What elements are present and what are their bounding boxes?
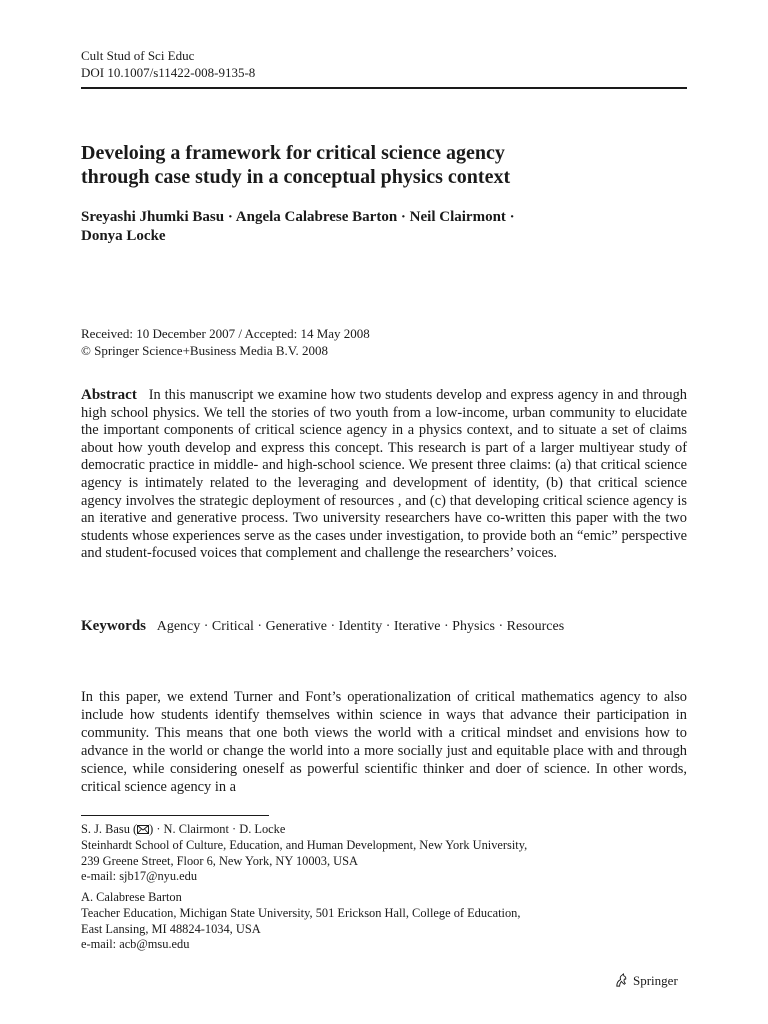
affiliation-2-email: e-mail: acb@msu.edu	[81, 937, 190, 952]
keywords	[81, 617, 687, 636]
doi: DOI 10.1007/s11422-008-9135-8	[81, 65, 256, 80]
affiliation-1-institution: Steinhardt School of Culture, Education, and Human Development, New York University,	[81, 837, 528, 852]
title-line-1: Develoing a framework for critical science agency	[81, 142, 505, 164]
affiliation-1-email: e-mail: sjb17@nyu.edu	[81, 869, 198, 884]
publisher-logo	[614, 972, 678, 989]
affiliation-2-address: East Lansing, MI 48824-1034, USA	[81, 921, 261, 936]
body-paragraph: In this paper, we extend Turner and Font’s operationalization of critical mathematics agency to also include how students identify themselves within science in ways that advance their participation in community. This means that one both views the world with a critical mindset and envisions how to advance in the world or change the world into a more socially just and equitable place with and through science, while considering oneself as powerful scientific thinker and doer of science. In other words, critical science agency in a	[81, 689, 687, 795]
affiliation-2	[81, 890, 687, 953]
abstract-text: In this manuscript we examine how two students develop and express agency in and through high school physics. We tell the stories of two youth from a low-income, urban community to elucidate the important components of critical science agency in a physics context, and to situate a set of claims about how youth develop and express this concept. This research is part of a larger multiyear study of democratic practice in middle- and high-school science. We present three claims: (a) that critical science agency is intimately related to the leveraging and development of identity, (b) that critical science agency involves the strategic deployment of resources , and (c) that developing critical science agency is an iterative and generative process. Two university researchers have co-written this paper with the two students whose experiences serve as the cases under investigation, to provide both an “emic” perspective and student-focused voices that complement and challenge the researchers’ voices.	[81, 387, 687, 562]
footnote-rule	[81, 815, 269, 816]
springer-horse-icon	[614, 973, 629, 988]
journal-name: Cult Stud of Sci Educ	[81, 48, 195, 63]
affiliation-2-name: A. Calabrese Barton	[81, 890, 182, 904]
affiliation-1-address: 239 Greene Street, Floor 6, New York, NY 10003, USA	[81, 853, 358, 868]
journal-header	[81, 47, 255, 81]
copyright: © Springer Science+Business Media B.V. 2008	[81, 343, 328, 358]
affiliation-1-names: S. J. Basu ( ) · N. Clairmont · D. Locke	[81, 822, 286, 836]
authors-line-1: Sreyashi Jhumki Basu · Angela Calabrese Barton · Neil Clairmont ·	[81, 209, 515, 225]
keywords-label: Keywords	[81, 618, 146, 634]
publication-dates	[81, 325, 370, 359]
affiliation-2-institution: Teacher Education, Michigan State University, 501 Erickson Hall, College of Education,	[81, 905, 521, 920]
author-list	[81, 208, 687, 246]
article-title	[81, 141, 687, 189]
publisher-name: Springer	[633, 973, 678, 988]
received-accepted: Received: 10 December 2007 / Accepted: 14 May 2008	[81, 326, 370, 341]
title-line-2: through case study in a conceptual physics context	[81, 166, 511, 188]
header-rule	[81, 87, 687, 89]
envelope-icon	[137, 825, 149, 834]
keywords-text: Agency · Critical · Generative · Identity · Iterative · Physics · Resources	[156, 619, 565, 634]
abstract-label: Abstract	[81, 387, 137, 403]
authors-line-2: Donya Locke	[81, 228, 166, 244]
affiliation-1	[81, 822, 687, 885]
abstract	[81, 387, 687, 563]
